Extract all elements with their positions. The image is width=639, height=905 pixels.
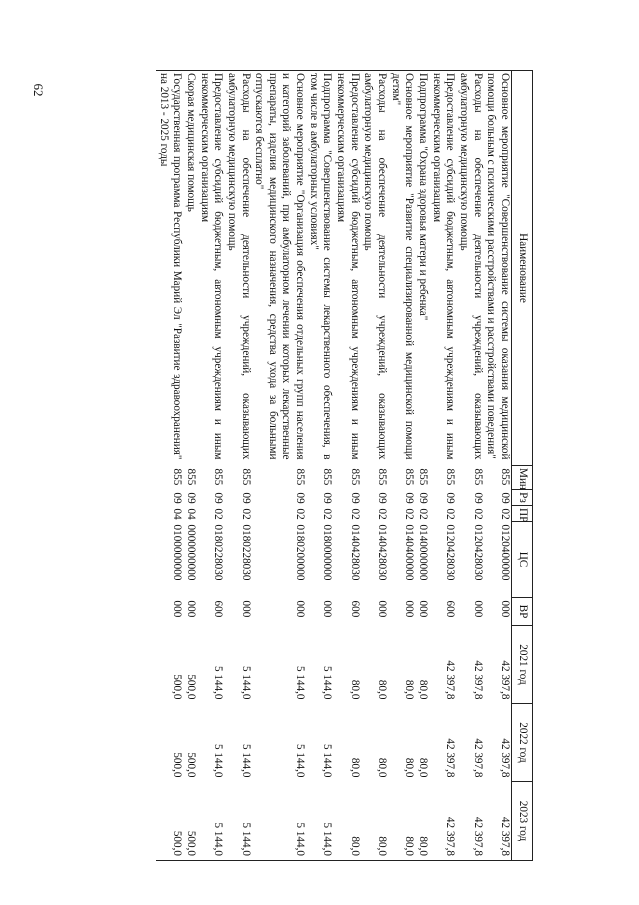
cell-cs: 0180200000 [294, 524, 307, 581]
cell-pr: 02 [348, 508, 361, 520]
cell-name: Основное мероприятие "Организация обеспечения отдельных групп населения и категорий заболеваний, при амбулаторном лечении которых лекарственные препараты, изделия медицинского назначения, средства ухода за больными отпускаются бесплатно" [253, 73, 307, 460]
cell-2023: 80,0 [376, 836, 389, 856]
cell-vr: 000 [499, 600, 511, 618]
cell-min: 855 [444, 468, 457, 486]
cell-2022: 500,0 [184, 752, 197, 778]
cell-name: Предоставление субсидий бюджетным, автономным учреждениям и иным некоммерческим организациям [198, 73, 225, 460]
cell-2021: 80,0 [417, 679, 430, 700]
cell-2022: 5 144,0 [321, 743, 334, 778]
table-row [306, 71, 333, 861]
cell-vr: 000 [403, 600, 416, 618]
cell-2023: 42 397,8 [444, 816, 457, 856]
cell-2021: 80,0 [376, 679, 389, 700]
cell-2022: 80,0 [417, 757, 430, 778]
cell-min: 855 [417, 468, 430, 486]
cell-cs: 0140000000 [417, 524, 430, 581]
cell-2022: 5 144,0 [294, 743, 307, 778]
page-number: 62 [31, 83, 46, 97]
cell-min: 855 [403, 468, 416, 486]
cell-cs: 0180228030 [239, 524, 252, 581]
cell-vr: 000 [184, 600, 197, 618]
cell-2022: 80,0 [348, 757, 361, 778]
cell-min: 855 [212, 468, 225, 486]
cell-2023: 500,0 [171, 830, 184, 856]
cell-rz: 09 [444, 492, 457, 504]
cell-cs: 0180228030 [212, 524, 225, 581]
cell-cs: 0140428030 [376, 524, 389, 581]
cell-2023: 5 144,0 [239, 822, 252, 856]
cell-2023: 42 397,8 [499, 816, 511, 856]
cell-name: Основное мероприятие "Развитие специализированной медицинской помощи детям" [389, 73, 416, 460]
cell-vr: 000 [239, 600, 252, 618]
cell-cs: 0120428030 [444, 524, 457, 581]
header-name: Наименование [512, 71, 533, 466]
cell-name: Подпрограмма "Совершенствование системы лекарственного обеспечения, в том числе в амбулаторных условиях" [307, 73, 334, 460]
table-row [415, 71, 429, 861]
cell-2021: 5 144,0 [321, 665, 334, 700]
cell-name: Предоставление субсидий бюджетным, автономным учреждениям и иным некоммерческим организациям [430, 73, 457, 460]
cell-2021: 80,0 [348, 679, 361, 700]
cell-pr: 02 [417, 508, 430, 520]
cell-2022: 80,0 [376, 757, 389, 778]
table-row [197, 71, 224, 861]
cell-rz: 09 [376, 492, 389, 504]
cell-2021: 42 397,8 [444, 660, 457, 700]
cell-pr: 02 [471, 508, 484, 520]
cell-2021: 42 397,8 [499, 660, 511, 700]
cell-rz: 09 [171, 492, 184, 504]
cell-2022: 5 144,0 [239, 743, 252, 778]
table-row [361, 71, 388, 861]
cell-pr: 02 [239, 508, 252, 520]
cell-2022: 42 397,8 [471, 738, 484, 778]
cell-vr: 600 [348, 600, 361, 618]
cell-2023: 500,0 [184, 830, 197, 856]
header-2022: 2022 год [512, 704, 533, 782]
cell-2022: 500,0 [171, 752, 184, 778]
table-row [252, 71, 307, 861]
header-cs: ЦС [512, 522, 533, 598]
cell-rz: 09 [321, 492, 334, 504]
header-2023: 2023 год [512, 782, 533, 861]
cell-2022: 80,0 [403, 757, 416, 778]
cell-rz: 09 [348, 492, 361, 504]
cell-2023: 5 144,0 [321, 822, 334, 856]
table-body [156, 71, 512, 861]
cell-min: 855 [376, 468, 389, 486]
cell-2022: 42 397,8 [499, 738, 511, 778]
cell-name: Расходы на обеспечение деятельности учреждений, оказывающих амбулаторную медицинскую помощь [458, 73, 484, 460]
cell-pr: 02 [376, 508, 389, 520]
table-row [333, 71, 360, 861]
header-vr: ВР [512, 598, 533, 626]
cell-2023: 80,0 [417, 836, 430, 856]
cell-name: Основное мероприятие "Совершенствование системы оказания медицинской помощи больным с психическими расстройствами и расстройствами поведения" [485, 73, 511, 460]
cell-name: Расходы на обеспечение деятельности учреждений, оказывающих амбулаторную медицинскую помощь [362, 73, 389, 460]
cell-name: Предоставление субсидий бюджетным, автономным учреждениям и иным некоммерческим организациям [335, 73, 361, 460]
cell-2021: 5 144,0 [294, 665, 307, 700]
table-row [156, 71, 183, 861]
cell-pr: 04 [171, 508, 184, 520]
table-header-row [512, 71, 533, 861]
cell-vr: 000 [471, 600, 484, 618]
table-row [484, 71, 512, 861]
cell-2023: 5 144,0 [212, 822, 225, 856]
cell-2021: 500,0 [184, 674, 197, 700]
cell-vr: 000 [376, 600, 389, 618]
table-row [388, 71, 415, 861]
cell-min: 855 [171, 468, 184, 486]
cell-pr: 02 [294, 508, 307, 520]
cell-cs: 0180000000 [321, 524, 334, 581]
cell-pr: 02 [499, 508, 511, 520]
cell-rz: 09 [499, 492, 511, 504]
cell-vr: 000 [294, 600, 307, 618]
cell-pr: 02 [321, 508, 334, 520]
cell-rz: 09 [403, 492, 416, 504]
cell-2021: 42 397,8 [471, 660, 484, 700]
cell-name: Расходы на обеспечение деятельности учреждений, оказывающих амбулаторную медицинскую помощь [225, 73, 252, 460]
cell-cs: 0120428030 [471, 524, 484, 581]
cell-pr: 02 [212, 508, 225, 520]
cell-min: 855 [471, 468, 484, 486]
header-min: Мин [512, 466, 533, 490]
cell-rz: 09 [212, 492, 225, 504]
cell-2023: 80,0 [403, 836, 416, 856]
cell-pr: 02 [444, 508, 457, 520]
cell-min: 855 [321, 468, 334, 486]
table-row [183, 71, 197, 861]
cell-2021: 80,0 [403, 679, 416, 700]
cell-2023: 5 144,0 [294, 822, 307, 856]
cell-rz: 09 [471, 492, 484, 504]
cell-vr: 600 [212, 600, 225, 618]
cell-rz: 09 [184, 492, 197, 504]
table-row [429, 71, 456, 861]
cell-cs: 0120400000 [499, 524, 511, 581]
cell-2022: 5 144,0 [212, 743, 225, 778]
cell-name: Государственная программа Республики Марий Эл "Развитие здравоохранения" на 2013 - 2025 годы [157, 73, 184, 460]
budget-table [156, 70, 533, 861]
cell-name: Подпрограмма "Охрана здоровья матери и ребенка" [417, 73, 430, 321]
cell-vr: 000 [171, 600, 184, 618]
cell-pr: 02 [403, 508, 416, 520]
cell-2021: 500,0 [171, 674, 184, 700]
cell-min: 855 [294, 468, 307, 486]
cell-2023: 80,0 [348, 836, 361, 856]
cell-rz: 09 [294, 492, 307, 504]
cell-min: 855 [184, 468, 197, 486]
header-2021: 2021 год [512, 626, 533, 704]
cell-2021: 5 144,0 [239, 665, 252, 700]
table-row [224, 71, 251, 861]
budget-table-rotated [115, 70, 533, 860]
cell-cs: 0140400000 [403, 524, 416, 581]
header-rz: Рз [512, 490, 533, 506]
cell-2022: 42 397,8 [444, 738, 457, 778]
cell-vr: 000 [417, 600, 430, 618]
cell-2021: 5 144,0 [212, 665, 225, 700]
table-row [456, 71, 483, 861]
cell-rz: 09 [417, 492, 430, 504]
cell-2023: 42 397,8 [471, 816, 484, 856]
cell-name: Скорая медицинская помощь [184, 73, 197, 212]
cell-pr: 04 [184, 508, 197, 520]
cell-cs: 0100000000 [171, 524, 184, 581]
cell-vr: 000 [321, 600, 334, 618]
cell-min: 855 [239, 468, 252, 486]
cell-min: 855 [348, 468, 361, 486]
cell-rz: 09 [239, 492, 252, 504]
cell-cs: 0140428030 [348, 524, 361, 581]
cell-vr: 600 [444, 600, 457, 618]
header-pr: ПР [512, 506, 533, 522]
cell-cs: 0000000000 [184, 524, 197, 581]
cell-min: 855 [499, 468, 511, 486]
